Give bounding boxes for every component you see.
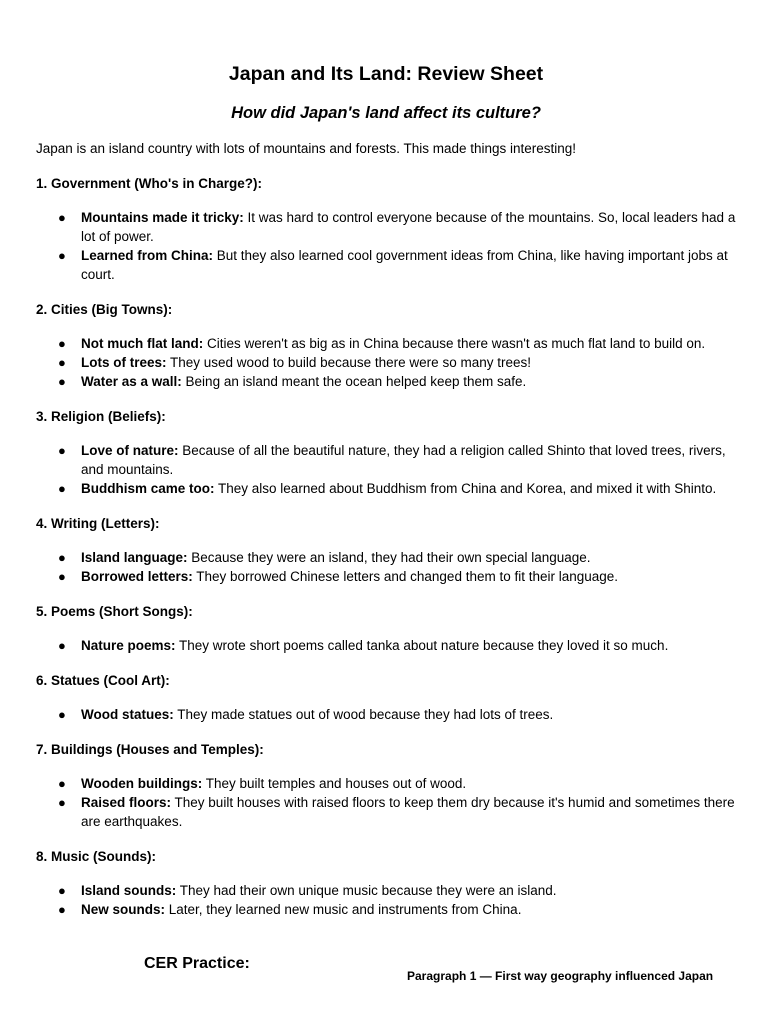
section-1 (36, 174, 736, 284)
section-heading: 3. Religion (Beliefs): (36, 409, 166, 424)
bullet-dot-icon: ● (58, 638, 66, 653)
bullet-text: They also learned about Buddhism from China and Korea, and mixed it with Shinto. (214, 481, 717, 496)
section-heading: 6. Statues (Cool Art): (36, 673, 170, 688)
bullet-dot-icon: ● (58, 374, 66, 389)
paragraph-label: Paragraph 1 — First way geography influenced Japan (407, 969, 714, 983)
cer-practice-label: CER Practice: (144, 955, 250, 972)
bullet-item (36, 900, 736, 919)
bullet-dot-icon: ● (58, 550, 66, 565)
bullet-term: Lots of trees: (81, 355, 167, 370)
bullet-term: Love of nature: (81, 443, 179, 458)
bullet-item (36, 636, 736, 655)
bullet-dot-icon: ● (58, 336, 66, 351)
section-5 (36, 602, 736, 655)
bullet-term: Water as a wall: (81, 374, 182, 389)
bullet-text: They wrote short poems called tanka about nature because they loved it so much. (175, 638, 669, 653)
bullet-list (36, 208, 736, 284)
bullet-text: They built houses with raised floors to keep them dry because it's humid and sometimes there are earthquakes. (81, 795, 735, 829)
document-subtitle: How did Japan's land affect its culture? (231, 104, 541, 122)
bullet-term: Island sounds: (81, 883, 177, 898)
bullet-text: They borrowed Chinese letters and changed them to fit their language. (192, 569, 619, 584)
bullet-item (36, 208, 736, 246)
bullet-term: Island language: (81, 550, 188, 565)
bullet-dot-icon: ● (58, 776, 66, 791)
bullet-text: Because they were an island, they had their own special language. (187, 550, 591, 565)
bullet-item (36, 774, 736, 793)
bullet-text: But they also learned cool government ideas from China, like having important jobs at court. (81, 248, 728, 282)
bullet-term: Raised floors: (81, 795, 172, 810)
bullet-list (36, 705, 736, 724)
section-heading: 4. Writing (Letters): (36, 516, 160, 531)
bullet-term: New sounds: (81, 902, 166, 917)
bullet-dot-icon: ● (58, 248, 66, 263)
section-heading: 2. Cities (Big Towns): (36, 302, 173, 317)
section-4 (36, 514, 736, 586)
bullet-item (36, 548, 736, 567)
bullet-item (36, 567, 736, 586)
bullet-item (36, 441, 736, 479)
bullet-item (36, 372, 736, 391)
bullet-list (36, 881, 736, 919)
bullet-term: Wooden buildings: (81, 776, 203, 791)
bullet-text: Being an island meant the ocean helped keep them safe. (181, 374, 527, 389)
bullet-text: Cities weren't as big as in China because there wasn't as much flat land to build on. (203, 336, 706, 351)
bullet-list (36, 636, 736, 655)
bullet-dot-icon: ● (58, 443, 66, 458)
bullet-item (36, 334, 736, 353)
intro-paragraph: Japan is an island country with lots of mountains and forests. This made things interesting! (36, 141, 577, 156)
section-heading: 5. Poems (Short Songs): (36, 604, 193, 619)
bullet-term: Borrowed letters: (81, 569, 193, 584)
bullet-term: Wood statues: (81, 707, 174, 722)
bullet-item (36, 479, 736, 498)
bullet-term: Not much flat land: (81, 336, 204, 351)
bullet-item (36, 881, 736, 900)
bullet-dot-icon: ● (58, 355, 66, 370)
section-heading: 1. Government (Who's in Charge?): (36, 176, 262, 191)
bullet-item (36, 353, 736, 372)
section-heading: 7. Buildings (Houses and Temples): (36, 742, 264, 757)
bullet-term: Mountains made it tricky: (81, 210, 244, 225)
section-2 (36, 300, 736, 391)
bullet-text: They had their own unique music because they were an island. (176, 883, 557, 898)
bullet-list (36, 441, 736, 498)
bullet-list (36, 334, 736, 391)
section-7 (36, 740, 736, 831)
bullet-text: They built temples and houses out of wood. (202, 776, 467, 791)
bullet-text: They used wood to build because there were so many trees! (166, 355, 531, 370)
section-6 (36, 671, 736, 724)
bullet-term: Buddhism came too: (81, 481, 215, 496)
bullet-dot-icon: ● (58, 902, 66, 917)
bullet-text: It was hard to control everyone because of the mountains. So, local leaders had a lot of power. (81, 210, 736, 244)
bullet-dot-icon: ● (58, 707, 66, 722)
bullet-text: Later, they learned new music and instruments from China. (165, 902, 522, 917)
bullet-dot-icon: ● (58, 210, 66, 225)
bullet-dot-icon: ● (58, 481, 66, 496)
bullet-term: Learned from China: (81, 248, 214, 263)
bullet-list (36, 548, 736, 586)
bullet-item (36, 705, 736, 724)
section-heading: 8. Music (Sounds): (36, 849, 157, 864)
bullet-item (36, 246, 736, 284)
bullet-text: Because of all the beautiful nature, they had a religion called Shinto that loved trees, rivers, and mountains. (81, 443, 726, 477)
document-title: Japan and Its Land: Review Sheet (228, 63, 544, 85)
section-8 (36, 847, 736, 919)
bullet-dot-icon: ● (58, 795, 66, 810)
bullet-item (36, 793, 736, 831)
bullet-dot-icon: ● (58, 569, 66, 584)
bullet-dot-icon: ● (58, 883, 66, 898)
bullet-term: Nature poems: (81, 638, 176, 653)
review-sheet (36, 60, 736, 919)
section-3 (36, 407, 736, 498)
sections-container (36, 174, 736, 919)
bullet-list (36, 774, 736, 831)
bullet-text: They made statues out of wood because they had lots of trees. (173, 707, 554, 722)
